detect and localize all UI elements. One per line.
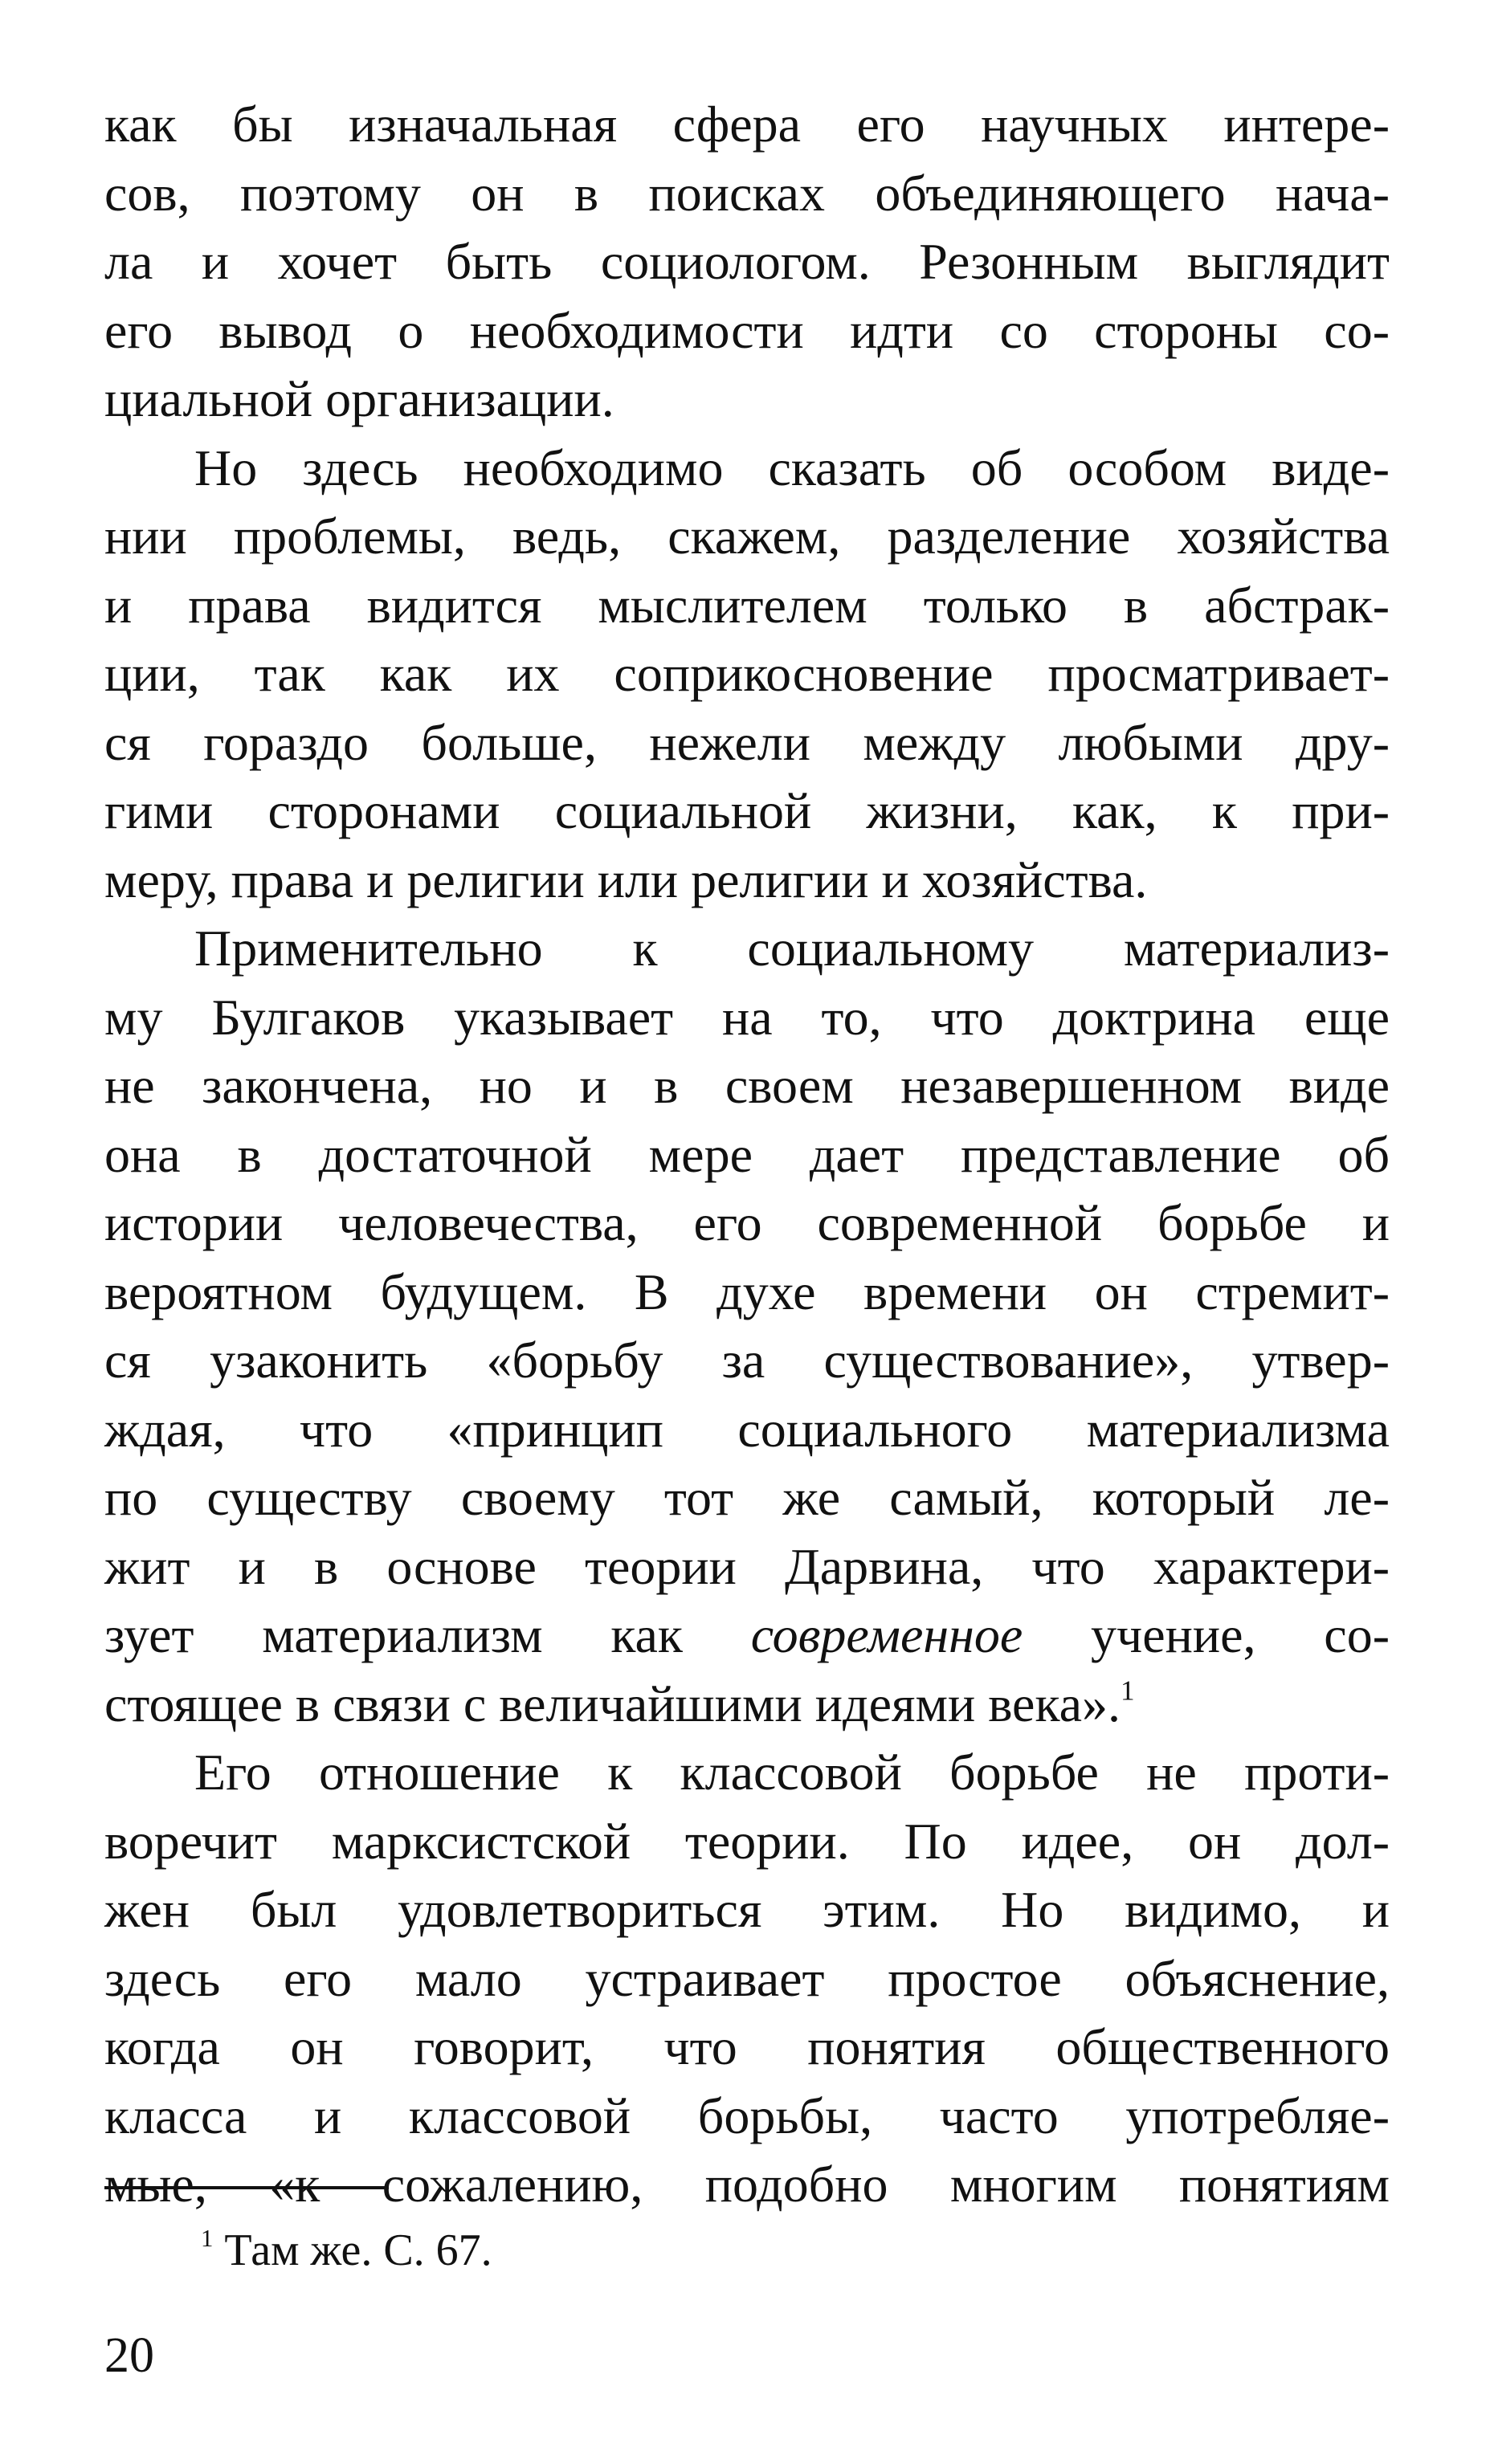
text-line: не закончена, но и в своем незавершенном виде: [104, 1057, 1390, 1114]
page-number: 20: [104, 2328, 154, 2383]
text-line: как бы изначальная сфера его научных интере-: [104, 96, 1390, 153]
text-line: сов, поэтому он в поисках объединяющего нача-: [104, 164, 1390, 222]
text-fragment: учение, со-: [1023, 1606, 1390, 1663]
text-line: по существу своему тот же самый, который ле-: [104, 1469, 1390, 1526]
text-line: Его отношение к классовой борьбе не проти-: [194, 1744, 1390, 1801]
text-line: и права видится мыслителем только в абстрак-: [104, 576, 1390, 634]
text-line: ждая, что «принцип социального материализма: [104, 1400, 1390, 1458]
paragraph-1: [104, 90, 1390, 434]
footnote: [201, 2225, 492, 2276]
text-line: му Булгаков указывает на то, что доктрина еще: [104, 988, 1390, 1046]
text-line: его вывод о необходимости идти со стороны со-: [104, 301, 1390, 359]
text-line: нии проблемы, ведь, скажем, разделение хозяйства: [104, 508, 1390, 565]
footnote-marker: 1: [201, 2224, 214, 2252]
text-line: когда он говорит, что понятия общественного: [104, 2018, 1390, 2075]
text-line: она в достаточной мере дает представление об: [104, 1125, 1390, 1183]
text-line: меру, права и религии или религии и хозяйства.: [104, 851, 1148, 908]
text-line: жен был удовлетвориться этим. Но видимо, и: [104, 1881, 1390, 1938]
text-line: класса и классовой борьбы, часто употребляе-: [104, 2087, 1390, 2144]
text-line: ла и хочет быть социологом. Резонным выглядит: [104, 233, 1390, 290]
paragraph-2: [104, 434, 1390, 915]
text-line: ся гораздо больше, нежели между любыми дру-: [104, 713, 1390, 771]
text-line: ции, так как их соприкосновение просматривает-: [104, 645, 1390, 702]
text-line: мые, «к сожалению, подобно многим понятиям: [104, 2156, 1390, 2213]
text-fragment: стоящее в связи с величайшими идеями века».: [104, 1675, 1121, 1732]
text-line: истории человечества, его современной борьбе и: [104, 1194, 1390, 1251]
text-line: гими сторонами социальной жизни, как, к при-: [104, 782, 1390, 839]
footnote-text: Там же. С. 67.: [224, 2225, 492, 2275]
text-fragment: зует материализм как: [104, 1606, 751, 1663]
italic-term: современное: [750, 1606, 1023, 1663]
footnote-reference: 1: [1120, 1675, 1135, 1707]
text-line: циальной организации.: [104, 370, 614, 427]
text-line: ся узаконить «борьбу за существование», утвер-: [104, 1332, 1390, 1389]
text-line: [104, 1670, 1390, 1739]
text-line: воречит марксистской теории. По идее, он дол-: [104, 1812, 1390, 1870]
text-line: здесь его мало устраивает простое объяснение,: [104, 1949, 1390, 2007]
page-body: [104, 90, 1390, 2219]
text-line-with-italic: [104, 1601, 1390, 1670]
text-line: Применительно к социальному материализ-: [194, 920, 1390, 977]
text-line: вероятном будущем. В духе времени он стремит-: [104, 1263, 1390, 1320]
text-line: жит и в основе теории Дарвина, что характери-: [104, 1537, 1390, 1595]
text-line: Но здесь необходимо сказать об особом виде-: [194, 439, 1390, 496]
paragraph-3: [104, 914, 1390, 1738]
footnote-divider: [104, 2186, 389, 2189]
paragraph-4: [104, 1738, 1390, 2219]
